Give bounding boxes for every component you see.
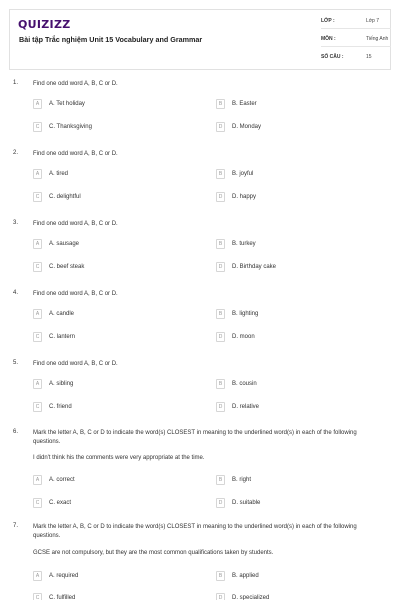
option-text: B. joyful xyxy=(232,171,254,177)
option-letter-box: C xyxy=(33,498,42,508)
option-letter-box: B xyxy=(216,169,225,179)
option-text: A. Tet holiday xyxy=(49,101,85,107)
option-text: B. turkey xyxy=(232,241,256,247)
question-prompt: Find one odd word A, B, C or D. xyxy=(33,81,118,87)
quizizz-logo: QUIZIZZ xyxy=(18,18,71,31)
worksheet-header xyxy=(9,9,391,70)
option-letter-box: B xyxy=(216,571,225,581)
option-text: A. correct xyxy=(49,477,75,483)
option-text: D. happy xyxy=(232,194,257,200)
option-text: B. cousin xyxy=(232,381,257,387)
option-text: D. Monday xyxy=(232,124,262,130)
option-text: A. sibling xyxy=(49,381,74,387)
option-text: D. relative xyxy=(232,404,260,410)
option-letter-box: A xyxy=(33,309,42,319)
question-number: 6. xyxy=(13,429,19,435)
meta-class-value: Lớp 7 xyxy=(366,18,380,24)
option-letter-box: A xyxy=(33,379,42,389)
option-text: A. required xyxy=(49,573,79,579)
option-text: C. beef steak xyxy=(49,264,85,270)
option-letter-box: B xyxy=(216,309,225,319)
option-letter-box: C xyxy=(33,192,42,202)
option-text: D. suitable xyxy=(232,500,261,506)
option-text: B. applied xyxy=(232,573,259,579)
option-text: A. sausage xyxy=(49,241,80,247)
option-letter-box: A xyxy=(33,239,42,249)
option-text: C. fulfilled xyxy=(49,595,76,600)
question-number: 1. xyxy=(13,80,19,86)
option-letter-box: D xyxy=(216,402,225,412)
option-text: C. friend xyxy=(49,404,72,410)
meta-subject-row xyxy=(321,31,391,47)
option-letter-box: C xyxy=(33,262,42,272)
question-number: 5. xyxy=(13,360,19,366)
meta-class-row xyxy=(321,13,391,29)
meta-count-label: SỐ CÂU : xyxy=(321,54,344,60)
meta-count-value: 15 xyxy=(366,54,372,60)
question-prompt: Mark the letter A, B, C or D to indicate the word(s) CLOSEST in meaning to the underlined word(s) in each of the following questions. xyxy=(33,430,357,445)
option-letter-box: B xyxy=(216,379,225,389)
question-number: 3. xyxy=(13,220,19,226)
option-letter-box: A xyxy=(33,99,42,109)
option-letter-box: B xyxy=(216,475,225,485)
question-prompt: Mark the letter A, B, C or D to indicate the word(s) CLOSEST in meaning to the underlined word(s) in each of the following questions. xyxy=(33,524,357,539)
option-letter-box: C xyxy=(33,122,42,132)
option-letter-box: B xyxy=(216,239,225,249)
option-letter-box: D xyxy=(216,593,225,600)
question-number: 4. xyxy=(13,290,19,296)
question-prompt: Find one odd word A, B, C or D. xyxy=(33,291,118,297)
option-text: D. specialized xyxy=(232,595,270,600)
option-letter-box: C xyxy=(33,402,42,412)
option-letter-box: D xyxy=(216,192,225,202)
meta-count-row xyxy=(321,49,391,65)
option-text: B. lighting xyxy=(232,311,259,317)
option-text: A. tired xyxy=(49,171,69,177)
option-text: D. moon xyxy=(232,334,255,340)
worksheet-meta xyxy=(321,10,391,69)
option-letter-box: D xyxy=(216,262,225,272)
option-letter-box: D xyxy=(216,498,225,508)
option-text: C. Thanksgiving xyxy=(49,124,92,130)
question-passage: I didn't think his the comments were very appropriate at the time. xyxy=(33,455,205,461)
meta-subject-value: Tiếng Anh xyxy=(366,36,389,42)
option-letter-box: B xyxy=(216,99,225,109)
option-text: C. delightful xyxy=(49,194,81,200)
question-passage: GCSE are not compulsory, but they are the most common qualifications taken by students. xyxy=(33,550,274,556)
option-letter-box: C xyxy=(33,332,42,342)
option-letter-box: D xyxy=(216,332,225,342)
worksheet-title: Bài tập Trắc nghiệm Unit 15 Vocabulary and Grammar xyxy=(19,35,203,44)
question-prompt: Find one odd word A, B, C or D. xyxy=(33,221,118,227)
option-letter-box: A xyxy=(33,169,42,179)
option-text: D. Birthday cake xyxy=(232,264,277,270)
meta-class-label: LỚP : xyxy=(321,18,335,24)
question-prompt: Find one odd word A, B, C or D. xyxy=(33,361,118,367)
option-text: B. Easter xyxy=(232,101,257,107)
option-letter-box: A xyxy=(33,571,42,581)
option-text: B. right xyxy=(232,477,252,483)
meta-subject-label: MÔN : xyxy=(321,36,336,42)
option-letter-box: D xyxy=(216,122,225,132)
option-text: A. candle xyxy=(49,311,75,317)
option-text: C. exact xyxy=(49,500,72,506)
question-number: 2. xyxy=(13,150,19,156)
question-prompt: Find one odd word A, B, C or D. xyxy=(33,151,118,157)
option-letter-box: A xyxy=(33,475,42,485)
question-number: 7. xyxy=(13,523,19,529)
option-letter-box: C xyxy=(33,593,42,600)
option-text: C. lantern xyxy=(49,334,76,340)
